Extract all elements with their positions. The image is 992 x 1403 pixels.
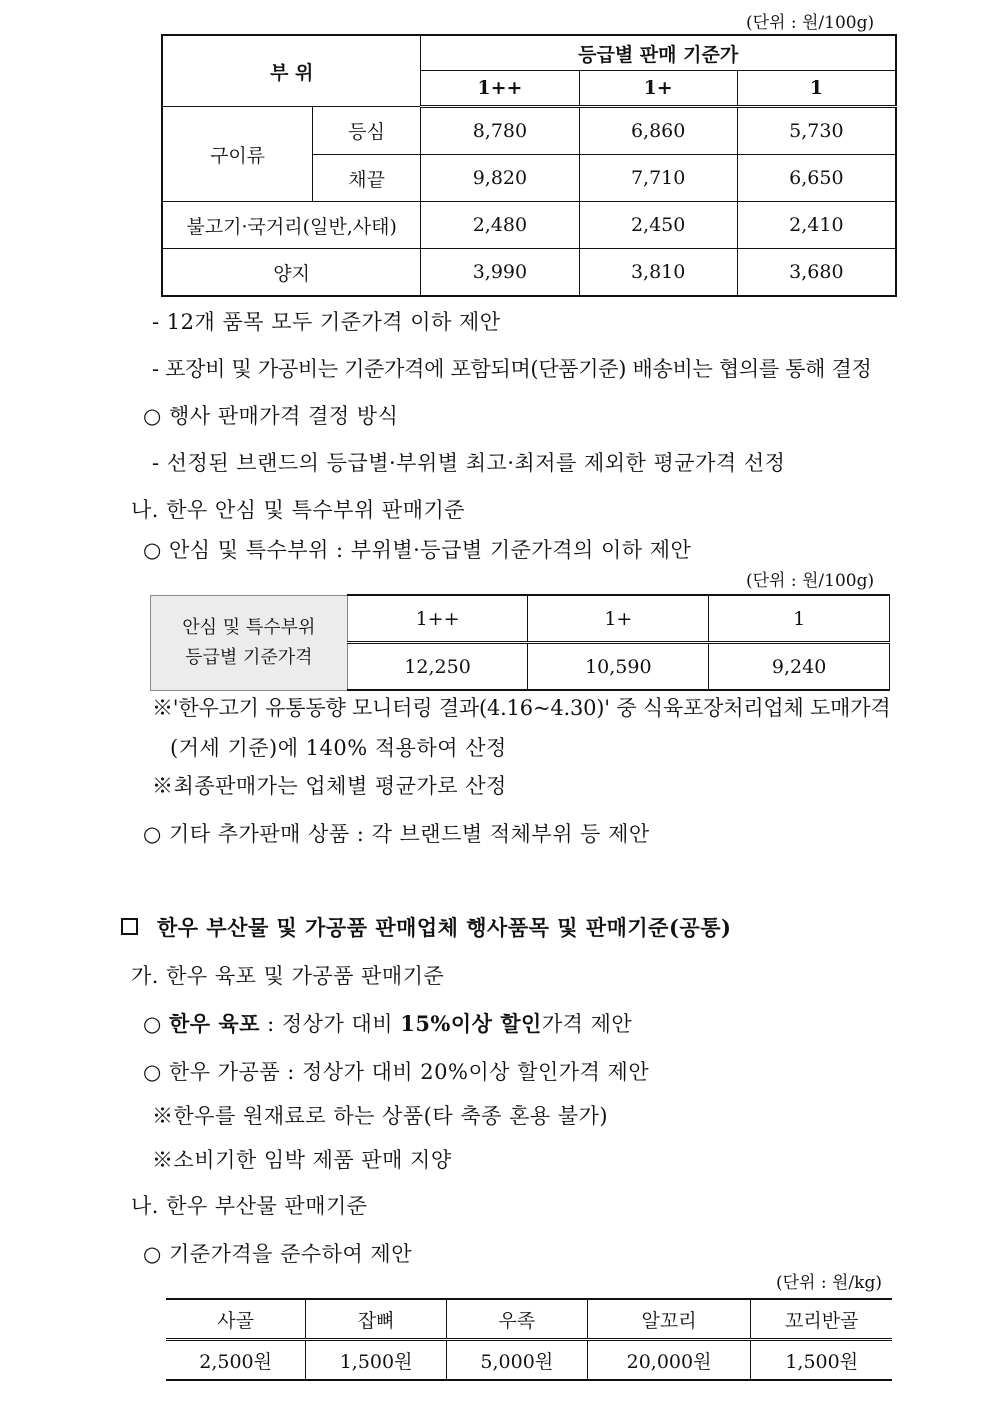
price-cell: 5,730 xyxy=(737,107,896,155)
text-line xyxy=(143,1008,632,1038)
price-cell: 9,240 xyxy=(709,643,890,691)
section-title: 한우 부산물 및 가공품 판매업체 행사품목 및 판매기준(공통) xyxy=(157,915,732,940)
price-cell: 6,650 xyxy=(737,155,896,202)
price-cell: 2,500원 xyxy=(166,1340,306,1381)
grade-cell: 1++ xyxy=(421,71,579,107)
price-cell: 12,250 xyxy=(347,643,528,691)
row-label: 불고기·국거리(일반,사태) xyxy=(162,202,421,249)
section-heading: 나. 한우 부산물 판매기준 xyxy=(131,1194,368,1218)
grade-cell: 1+ xyxy=(528,595,709,643)
row-label: 채끝 xyxy=(313,155,421,202)
part-header: 부 위 xyxy=(162,35,421,107)
price-cell: 6,860 xyxy=(579,107,737,155)
note-line: ※한우를 원재료로 하는 상품(타 축종 혼용 불가) xyxy=(152,1104,609,1128)
grade-cell: 1+ xyxy=(579,71,737,107)
unit-label: (단위 : 원/kg) xyxy=(776,1273,882,1293)
text-line: ○ 안심 및 특수부위 : 부위별·등급별 기준가격의 이하 제안 xyxy=(143,538,692,562)
header-cell: 꼬리반골 xyxy=(751,1299,892,1340)
price-cell: 1,500원 xyxy=(751,1340,892,1381)
table-label-line: 안심 및 특수부위 xyxy=(182,616,316,638)
unit-label: (단위 : 원/100g) xyxy=(746,571,875,591)
bullet: ○ xyxy=(143,1012,162,1036)
price-cell: 3,990 xyxy=(421,249,579,297)
price-cell: 2,450 xyxy=(579,202,737,249)
table-label-line: 등급별 기준가격 xyxy=(185,646,313,668)
price-cell: 1,500원 xyxy=(306,1340,447,1381)
grade-cell: 1++ xyxy=(347,595,528,643)
note-line: (거세 기준)에 140% 적용하여 산정 xyxy=(170,736,507,760)
header-cell: 잡뼈 xyxy=(306,1299,447,1340)
price-cell: 3,680 xyxy=(737,249,896,297)
price-cell: 2,480 xyxy=(421,202,579,249)
row-label: 등심 xyxy=(313,107,421,155)
grade-price-table xyxy=(161,34,897,297)
jerky-mid: : 정상가 대비 xyxy=(259,1012,401,1036)
section-heading: 나. 한우 안심 및 특수부위 판매기준 xyxy=(131,498,466,522)
header-cell: 알꼬리 xyxy=(587,1299,751,1340)
grade-cell: 1 xyxy=(737,71,896,107)
jerky-end: 가격 제안 xyxy=(541,1012,633,1036)
section-heading: 가. 한우 육포 및 가공품 판매기준 xyxy=(131,964,445,988)
group-label: 구이류 xyxy=(162,107,313,202)
row-label: 양지 xyxy=(162,249,421,297)
text-line: - 선정된 브랜드의 등급별·부위별 최고·최저를 제외한 평균가격 선정 xyxy=(152,451,786,475)
grade-cell: 1 xyxy=(709,595,890,643)
checkbox-square-icon xyxy=(121,918,138,935)
price-cell: 7,710 xyxy=(579,155,737,202)
price-cell: 10,590 xyxy=(528,643,709,691)
text-line: - 12개 품목 모두 기준가격 이하 제안 xyxy=(152,310,501,334)
special-cut-table xyxy=(150,594,890,691)
unit-label: (단위 : 원/100g) xyxy=(746,13,875,33)
header-cell: 사골 xyxy=(166,1299,306,1340)
text-line: ○ 한우 가공품 : 정상가 대비 20%이상 할인가격 제안 xyxy=(143,1060,650,1084)
table-label xyxy=(151,595,348,690)
price-cell: 3,810 xyxy=(579,249,737,297)
text-line: ○ 기준가격을 준수하여 제안 xyxy=(143,1242,412,1266)
header-cell: 우족 xyxy=(446,1299,587,1340)
jerky-discount: 15%이상 할인 xyxy=(400,1011,542,1036)
price-cell: 8,780 xyxy=(421,107,579,155)
note-line: ※'한우고기 유통동향 모니터링 결과(4.16~4.30)' 중 식육포장처리업체 도매가격 xyxy=(152,696,891,720)
jerky-label: 한우 육포 xyxy=(169,1011,260,1036)
note-line: ※최종판매가는 업체별 평균가로 산정 xyxy=(152,774,507,798)
price-cell: 20,000원 xyxy=(587,1340,751,1381)
text-line: - 포장비 및 가공비는 기준가격에 포함되며(단품기준) 배송비는 협의를 통해 결정 xyxy=(152,357,872,381)
byproduct-table xyxy=(166,1298,892,1381)
price-cell: 5,000원 xyxy=(446,1340,587,1381)
text-line: ○ 행사 판매가격 결정 방식 xyxy=(143,404,399,428)
text-line: ○ 기타 추가판매 상품 : 각 브랜드별 적체부위 등 제안 xyxy=(143,822,650,846)
price-cell: 9,820 xyxy=(421,155,579,202)
grade-header: 등급별 판매 기준가 xyxy=(421,35,896,71)
note-line: ※소비기한 임박 제품 판매 지양 xyxy=(152,1148,452,1172)
price-cell: 2,410 xyxy=(737,202,896,249)
